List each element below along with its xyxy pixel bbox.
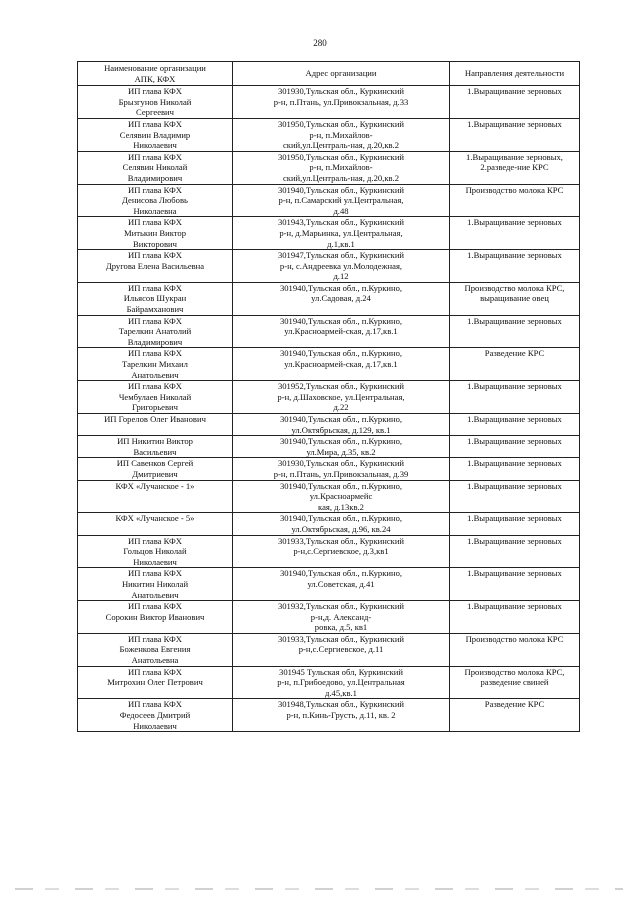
activity-cell: 1.Выращивание зерновых, 2.разведе-ние КРС (450, 151, 580, 184)
activity-cell: 1.Выращивание зерновых (450, 568, 580, 601)
table-row (78, 458, 580, 480)
organization-address-cell: 301930,Тульская обл., Куркинский р-н, п.Птань, ул.Привокзальная, д.33 (233, 86, 450, 119)
table-row (78, 699, 580, 732)
activity-cell: Производство молока КРС (450, 184, 580, 217)
organization-name-cell: ИП глава КФХ Чембулаев Николай Григорьевич (78, 381, 233, 414)
organization-address-cell: 301950,Тульская обл., Куркинский р-н, п.Михайлов- ский,ул.Централь-ная, д.20,кв.2 (233, 118, 450, 151)
organization-address-cell: 301940,Тульская обл., п.Куркино, ул.Мира, д.35, кв.2 (233, 436, 450, 458)
activity-cell: 1.Выращивание зерновых (450, 535, 580, 568)
organization-address-cell: 301950,Тульская обл., Куркинский р-н, п.Михайлов- ский,ул.Централь-ная, д.20,кв.2 (233, 151, 450, 184)
table-row (78, 381, 580, 414)
table-row (78, 250, 580, 283)
organization-address-cell: 301940,Тульская обл., Куркинский р-н, п.Самарский ул.Центральная, д.48 (233, 184, 450, 217)
organization-address-cell: 301933,Тульская обл., Куркинский р-н,с.Сергиевское, д.11 (233, 633, 450, 666)
organization-name-cell: ИП глава КФХ Боженкова Евгения Анатольевна (78, 633, 233, 666)
organization-name-cell: ИП Савенков Сергей Дмитриевич (78, 458, 233, 480)
organization-address-cell: 301940,Тульская обл., п.Куркино, ул.Октябрьская, д.129, кв.1 (233, 414, 450, 436)
organization-address-cell: 301952,Тульская обл., Куркинский р-н, д.Шаховское, ул.Центральная, д.22 (233, 381, 450, 414)
table-row (78, 217, 580, 250)
activity-cell: Производство молока КРС (450, 633, 580, 666)
table-header-row (78, 62, 580, 86)
table-row (78, 86, 580, 119)
organization-name-cell: ИП Никитин Виктор Васильевич (78, 436, 233, 458)
organization-name-cell: ИП глава КФХ Селявин Николай Владимирович (78, 151, 233, 184)
table-row (78, 118, 580, 151)
activity-cell: 1.Выращивание зерновых (450, 414, 580, 436)
activity-cell: Разведение КРС (450, 699, 580, 732)
activity-cell: 1.Выращивание зерновых (450, 480, 580, 513)
table-row (78, 315, 580, 348)
activity-cell: 1.Выращивание зерновых (450, 601, 580, 634)
organization-name-cell: ИП глава КФХ Ильясов Шукран Байрамханович (78, 282, 233, 315)
organization-name-cell: ИП глава КФХ Тарелкин Михаил Анатольевич (78, 348, 233, 381)
organization-address-cell: 301940,Тульская обл., п.Куркино, ул.Советская, д.41 (233, 568, 450, 601)
organization-address-cell: 301943,Тульская обл., Куркинский р-н, д.Марьинка, ул.Центральная, д.1,кв.1 (233, 217, 450, 250)
organization-name-cell: ИП глава КФХ Другова Елена Васильевна (78, 250, 233, 283)
organization-name-cell: ИП глава КФХ Митькин Виктор Викторович (78, 217, 233, 250)
table-row (78, 513, 580, 535)
organization-name-cell: ИП глава КФХ Митрохин Олег Петрович (78, 666, 233, 699)
organization-name-cell: ИП Горелов Олег Иванович (78, 414, 233, 436)
organization-name-cell: КФХ «Лучанское - 5» (78, 513, 233, 535)
activity-cell: 1.Выращивание зерновых (450, 217, 580, 250)
table-row (78, 436, 580, 458)
activity-cell: Разведение КРС (450, 348, 580, 381)
organization-address-cell: 301940,Тульская обл., п.Куркино, ул.Садовая, д.24 (233, 282, 450, 315)
activity-cell: 1.Выращивание зерновых (450, 381, 580, 414)
organization-address-cell: 301945 Тульская обл, Куркинский р-н, п.Грибоедово, ул.Центральная д.45,кв.1 (233, 666, 450, 699)
table-row (78, 568, 580, 601)
table-row (78, 151, 580, 184)
organization-address-cell: 301940,Тульская обл., п.Куркино, ул.Красноармей-ская, д.17,кв.1 (233, 348, 450, 381)
table-row (78, 601, 580, 634)
activity-cell: 1.Выращивание зерновых (450, 86, 580, 119)
header-organization-address: Адрес организации (233, 62, 450, 86)
activity-cell: 1.Выращивание зерновых (450, 315, 580, 348)
organization-address-cell: 301932,Тульская обл., Куркинский р-н,д. Александ- ровка, д.5, кв1 (233, 601, 450, 634)
table-row (78, 666, 580, 699)
organization-address-cell: 301940,Тульская обл., п.Куркино, ул.Красноармей-ская, д.17,кв.1 (233, 315, 450, 348)
organization-address-cell: 301947,Тульская обл., Куркинский р-н, с.Андреевка ул.Молодежная, д.12 (233, 250, 450, 283)
organization-name-cell: ИП глава КФХ Гольцов Николай Николаевич (78, 535, 233, 568)
table-row (78, 348, 580, 381)
organization-address-cell: 301930,Тульская обл., Куркинский р-н, п.Птань, ул.Привокзальная, д.39 (233, 458, 450, 480)
activity-cell: 1.Выращивание зерновых (450, 436, 580, 458)
organization-name-cell: ИП глава КФХ Денисова Любовь Николаевна (78, 184, 233, 217)
activity-cell: 1.Выращивание зерновых (450, 118, 580, 151)
organization-address-cell: 301940,Тульская обл., п.Куркино, ул.Красноармейс кая, д.13кв.2 (233, 480, 450, 513)
organization-name-cell: ИП глава КФХ Селявин Владимир Николаевич (78, 118, 233, 151)
organization-name-cell: ИП глава КФХ Брызгунов Николай Сергеевич (78, 86, 233, 119)
header-activity: Направления деятельности (450, 62, 580, 86)
scan-artifact (15, 888, 623, 890)
organization-address-cell: 301948,Тульская обл., Куркинский р-н, п.Кинь-Грусть, д.11, кв. 2 (233, 699, 450, 732)
table-row (78, 184, 580, 217)
organization-address-cell: 301940,Тульская обл., п.Куркино, ул.Октябрьская, д.96, кв.24 (233, 513, 450, 535)
table-row (78, 282, 580, 315)
activity-cell: Производство молока КРС, разведение свиней (450, 666, 580, 699)
table-row (78, 535, 580, 568)
header-organization-name: Наименование организации АПК, КФХ (78, 62, 233, 86)
organization-address-cell: 301933,Тульская обл., Куркинский р-н,с.Сергиевское, д.3,кв1 (233, 535, 450, 568)
activity-cell: 1.Выращивание зерновых (450, 458, 580, 480)
organization-name-cell: ИП глава КФХ Сорокин Виктор Иванович (78, 601, 233, 634)
activity-cell: 1.Выращивание зерновых (450, 250, 580, 283)
organization-name-cell: ИП глава КФХ Тарелкин Анатолий Владимирович (78, 315, 233, 348)
table-row (78, 480, 580, 513)
activity-cell: 1.Выращивание зерновых (450, 513, 580, 535)
table-row (78, 633, 580, 666)
table-row (78, 414, 580, 436)
activity-cell: Производство молока КРС, выращивание овец (450, 282, 580, 315)
organization-name-cell: ИП глава КФХ Федосеев Дмитрий Николаевич (78, 699, 233, 732)
organization-name-cell: КФХ «Лучанское - 1» (78, 480, 233, 513)
organization-name-cell: ИП глава КФХ Никитин Николай Анатольевич (78, 568, 233, 601)
farm-registry-table (77, 61, 580, 732)
page-number: 280 (313, 38, 327, 48)
